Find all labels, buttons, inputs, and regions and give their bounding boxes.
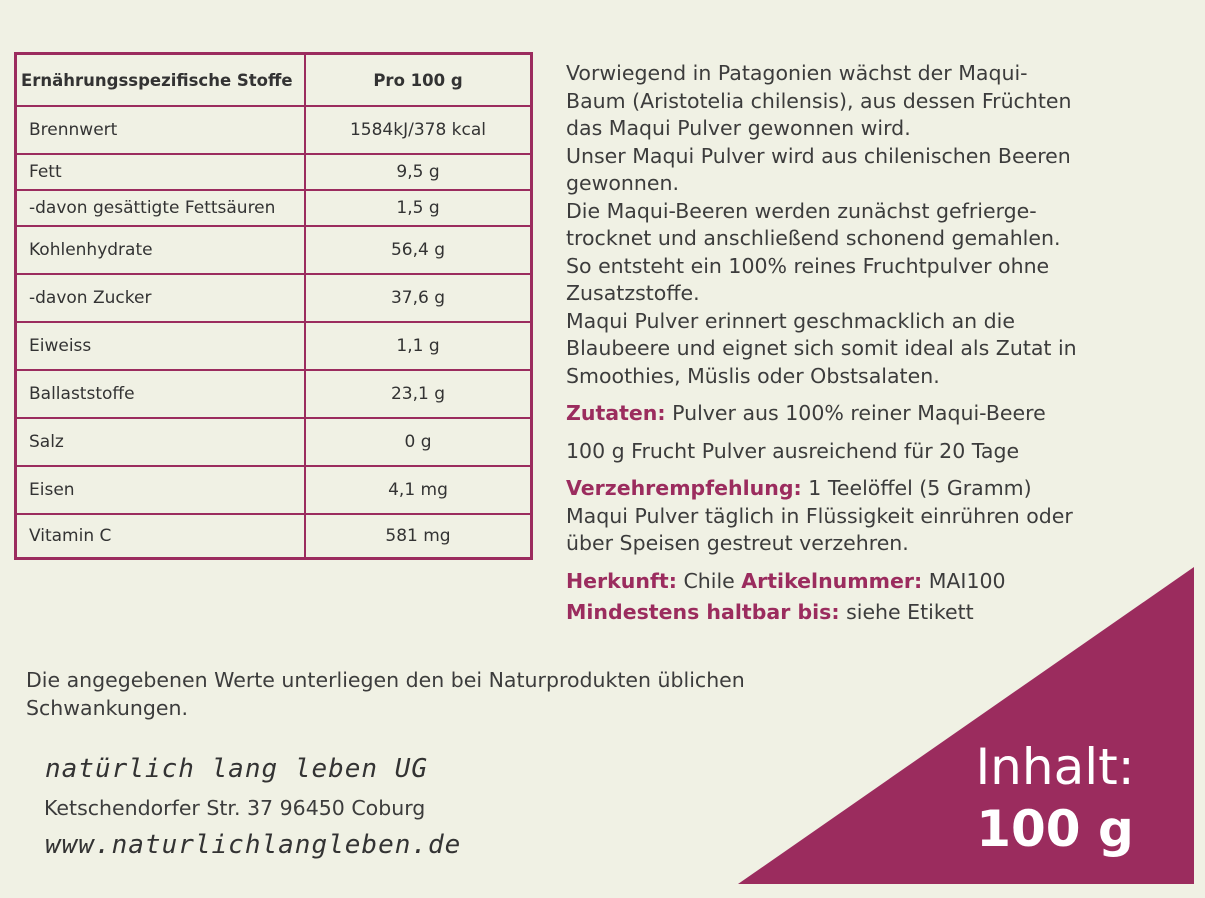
article-value: MAI100 bbox=[922, 568, 1006, 593]
table-row bbox=[16, 226, 532, 274]
best-before-label: Mindestens haltbar bis: bbox=[566, 600, 840, 624]
nutrient-value: 4,1 mg bbox=[305, 466, 532, 514]
table-header-row bbox=[16, 54, 532, 107]
description-line: Smoothies, Müslis oder Obstsalaten. bbox=[566, 363, 940, 388]
company-name: natürlich lang leben UG bbox=[45, 754, 429, 784]
best-before-line bbox=[566, 599, 1176, 627]
recommendation-line: Maqui Pulver täglich in Flüssigkeit einrühren oder bbox=[566, 503, 1073, 528]
nutrient-name: Fett bbox=[16, 154, 306, 190]
description-line: Unser Maqui Pulver wird aus chilenischen Beeren bbox=[566, 143, 1071, 168]
best-before-value: siehe Etikett bbox=[839, 600, 974, 624]
table-row bbox=[16, 190, 532, 226]
table-row bbox=[16, 154, 532, 190]
nutrient-value: 581 mg bbox=[305, 514, 532, 558]
nutrient-value: 1,5 g bbox=[305, 190, 532, 226]
product-description bbox=[566, 60, 1176, 627]
column-header-nutrients: Ernährungsspezifische Stoffe bbox=[16, 54, 306, 107]
nutrient-name: Brennwert bbox=[16, 106, 306, 154]
nutrient-name: Salz bbox=[16, 418, 306, 466]
nutrition-table bbox=[14, 52, 533, 560]
nutrient-value: 56,4 g bbox=[305, 226, 532, 274]
description-line: Blaubeere und eignet sich somit ideal als Zutat in bbox=[566, 336, 1077, 360]
description-line: trocknet und anschließend schonend gemahlen. bbox=[566, 226, 1061, 250]
content-value: 100 g bbox=[976, 800, 1134, 858]
nutrient-value: 9,5 g bbox=[305, 154, 532, 190]
note-line: Schwankungen. bbox=[26, 696, 188, 720]
recommendation-line: über Speisen gestreut verzehren. bbox=[566, 531, 909, 555]
origin-label: Herkunft: bbox=[566, 568, 677, 593]
ingredients-label: Zutaten: bbox=[566, 401, 666, 425]
nutrient-value: 0 g bbox=[305, 418, 532, 466]
nutrient-name: Ballaststoffe bbox=[16, 370, 306, 418]
nutrient-name: Vitamin C bbox=[16, 514, 306, 558]
table-row bbox=[16, 370, 532, 418]
ingredients-line bbox=[566, 400, 1176, 428]
nutrient-name: -davon gesättigte Fettsäuren bbox=[16, 190, 306, 226]
variation-note bbox=[26, 666, 846, 722]
description-line: Baum (Aristotelia chilensis), aus dessen Früchten bbox=[566, 88, 1072, 113]
table-row bbox=[16, 106, 532, 154]
description-line: Maqui Pulver erinnert geschmacklich an die bbox=[566, 308, 1015, 333]
article-label: Artikelnummer: bbox=[741, 568, 923, 593]
table-row bbox=[16, 274, 532, 322]
nutrient-name: -davon Zucker bbox=[16, 274, 306, 322]
supply-line: 100 g Frucht Pulver ausreichend für 20 Tage bbox=[566, 438, 1020, 463]
note-line: Die angegebenen Werte unterliegen den bei Naturprodukten üblichen bbox=[26, 668, 745, 692]
nutrient-name: Eiweiss bbox=[16, 322, 306, 370]
description-line: Die Maqui-Beeren werden zunächst gefrierge- bbox=[566, 198, 1037, 223]
nutrient-value: 1584kJ/378 kcal bbox=[305, 106, 532, 154]
column-header-per-100g: Pro 100 g bbox=[305, 54, 532, 107]
nutrient-name: Kohlenhydrate bbox=[16, 226, 306, 274]
table-row bbox=[16, 322, 532, 370]
content-label: Inhalt: bbox=[975, 738, 1135, 796]
description-line: Zusatzstoffe. bbox=[566, 281, 700, 305]
description-line: gewonnen. bbox=[566, 171, 680, 195]
ingredients-text: Pulver aus 100% reiner Maqui-Beere bbox=[665, 401, 1046, 425]
nutrient-value: 37,6 g bbox=[305, 274, 532, 322]
description-line: das Maqui Pulver gewonnen wird. bbox=[566, 116, 911, 140]
table-row bbox=[16, 514, 532, 558]
nutrient-value: 1,1 g bbox=[305, 322, 532, 370]
company-website: www.naturlichlangleben.de bbox=[45, 830, 462, 860]
description-line: So entsteht ein 100% reines Fruchtpulver ohne bbox=[566, 253, 1050, 278]
company-address: Ketschendorfer Str. 37 96450 Coburg bbox=[44, 796, 426, 820]
origin-article-line bbox=[566, 568, 1176, 596]
recommendation-text: 1 Teelöffel (5 Gramm) bbox=[801, 476, 1032, 500]
table-row bbox=[16, 418, 532, 466]
table-row bbox=[16, 466, 532, 514]
origin-value: Chile bbox=[676, 568, 742, 593]
recommendation-line bbox=[566, 475, 1176, 503]
nutrient-value: 23,1 g bbox=[305, 370, 532, 418]
description-line: Vorwiegend in Patagonien wächst der Maqui- bbox=[566, 61, 1028, 85]
recommendation-label: Verzehrempfehlung: bbox=[566, 476, 802, 500]
nutrient-name: Eisen bbox=[16, 466, 306, 514]
